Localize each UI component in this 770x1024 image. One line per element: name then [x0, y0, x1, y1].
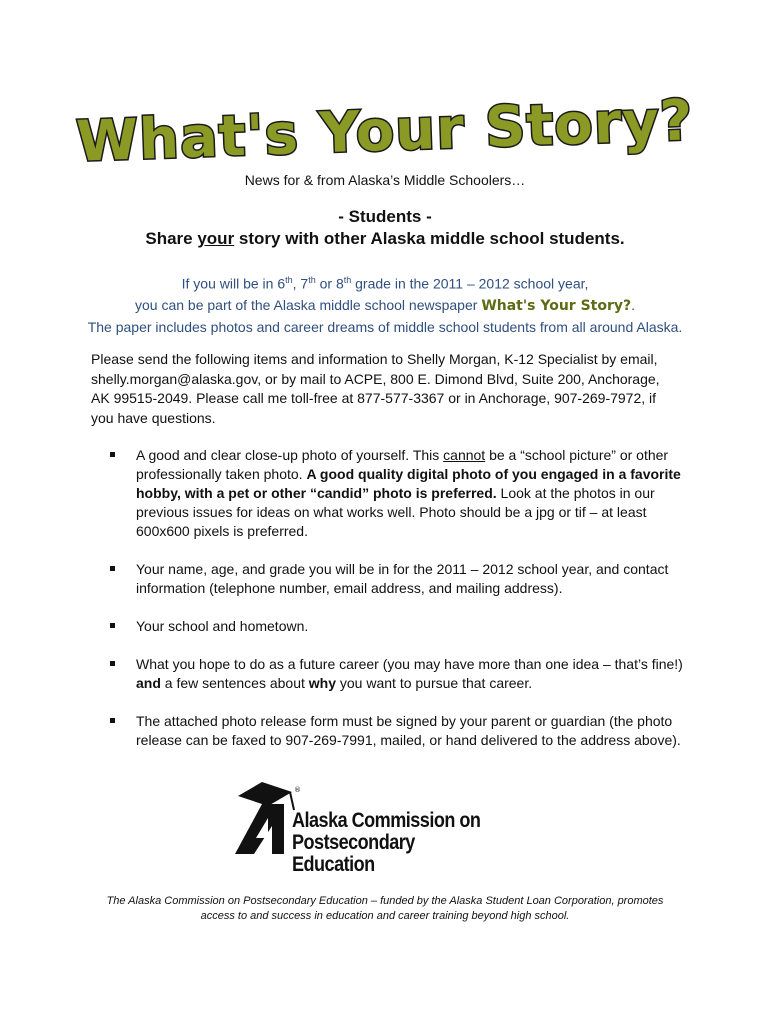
bullet-square-icon [110, 718, 115, 723]
logo-text [292, 810, 498, 876]
tagline: News for & from Alaska’s Middle Schoolers… [244, 172, 526, 188]
title-artwork [75, 88, 695, 175]
logo-line-1: Alaska Commission on [292, 809, 481, 832]
title-text: What's Your Story? [75, 88, 695, 175]
logo-line-2: Postsecondary Education [292, 831, 415, 876]
list-item: A good and clear close-up photo of yourself. This cannot be a “school picture” or other professionally taken photo. A good quality digital photo of you engaged in a favorite hobby, with a pet or other “candid” photo is preferred. Look at the photos in our previous issues for ideas on what works well. Photo should be a jpg or tif – at least 600x600 pixels is preferred. [108, 446, 688, 541]
intro-block [0, 270, 770, 338]
intro-line-2: you can be part of the Alaska middle school newspaper What's Your Story?. [134, 296, 636, 314]
list-item: What you hope to do as a future career (you may have more than one idea – that’s fine!) and a few sentences about why you want to pursue that career. [108, 655, 688, 693]
intro-line-1: If you will be in 6th, 7th or 8th grade in the 2011 – 2012 school year, [181, 275, 589, 292]
list-item: Your school and hometown. [108, 617, 688, 636]
your-underlined: your [197, 229, 235, 248]
footer-note [80, 894, 690, 924]
bullet-square-icon [110, 566, 115, 571]
intro-line-3: The paper includes photos and career dreams of middle school students from all around Alaska. [87, 318, 683, 335]
footer-line-1: The Alaska Commission on Postsecondary Education – funded by the Alaska Student Loan Corporation, promotes [106, 895, 664, 907]
acpe-logo [232, 776, 532, 876]
bullet-square-icon [110, 661, 115, 666]
heading-line-1: - Students - [338, 207, 432, 226]
list-item: The attached photo release form must be signed by your parent or guardian (the photo release can be faxed to 907-269-7991, mailed, or hand delivered to the address above). [108, 712, 688, 750]
instructions-paragraph: Please send the following items and information to Shelly Morgan, K-12 Specialist by email, shelly.morgan@alaska.gov, or by mail to ACPE, 800 E. Dimond Blvd, Suite 200, Anchorage, AK 99515-2049. Please call me toll-free at 877-577-3367 or in Anchorage, 907-269-7972, if you have questions. [91, 351, 660, 426]
newspaper-name: What's Your Story? [481, 297, 632, 314]
footer-line-2: access to and success in education and career training beyond high school. [200, 910, 570, 922]
requirements-list [108, 446, 688, 750]
bullet-square-icon [110, 452, 115, 457]
title-banner [75, 88, 695, 175]
list-item: Your name, age, and grade you will be in for the 2011 – 2012 school year, and contact information (telephone number, email address, and mailing address). [108, 560, 688, 598]
heading-line-2: Share your story with other Alaska middle school students. [145, 229, 625, 248]
bullet-square-icon [110, 623, 115, 628]
heading [0, 206, 770, 250]
svg-text:®: ® [294, 786, 301, 794]
